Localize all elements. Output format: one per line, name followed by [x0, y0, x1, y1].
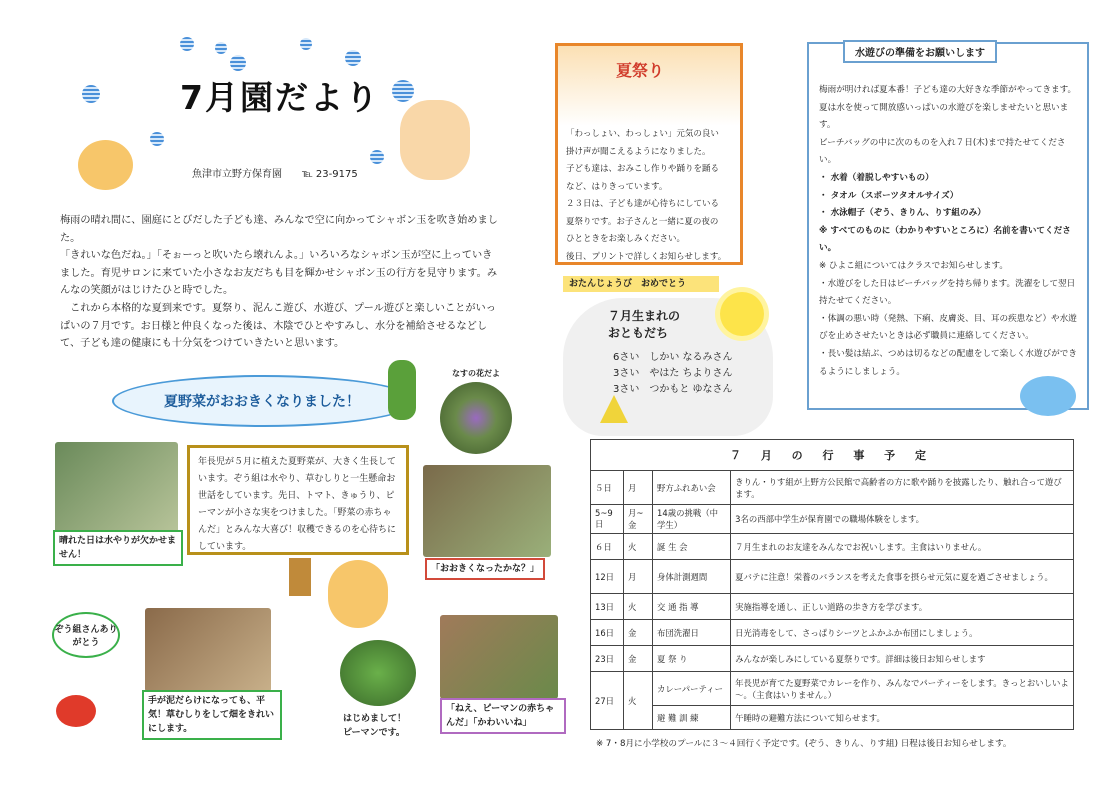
table-row [591, 505, 1074, 534]
intro-paragraph: これから本格的な夏到来です。夏祭り、泥んこ遊び、水遊び、プール遊びと楽しいことがいっぱいの７月です。お日様と仲良くなった後は、木陰でひとやすみし、水分を補給させるなどして、子ども達の健康にも十分気をつけていきたいと思います。 [60, 302, 496, 350]
festival-title: 夏祭り [616, 61, 665, 80]
cell-day: 金 [624, 646, 653, 672]
caption-pepper-kids: 「ねえ、ピーマンの赤ちゃんだ」「かわいいね」 [440, 698, 566, 734]
garden-photo [423, 465, 551, 557]
cell-detail: みんなが楽しみにしている夏祭りです。詳細は後日お知らせします [731, 646, 1074, 672]
cell-day: 火 [624, 534, 653, 560]
cell-date: 16日 [591, 620, 624, 646]
water-play-note: ・体調の悪い時（発熱、下痢、皮膚炎、目、耳の疾患など）や水遊びを止めさせたいときは必ず職員に連絡してください。 [819, 313, 1077, 342]
pepper-kids-photo [440, 615, 558, 699]
festival-body [558, 126, 740, 266]
decor-dot [180, 37, 194, 51]
cell-date: 13日 [591, 594, 624, 620]
decor-dot [150, 132, 164, 146]
water-play-text: ビーチバッグの中に次のものを入れ７日(木)まで持たせてください。 [819, 137, 1066, 166]
schedule-table [590, 439, 1074, 730]
birthday-banner: おたんじょうび おめでとう [563, 276, 719, 292]
cell-event: 身体計測週間 [653, 560, 731, 594]
table-row [591, 672, 1074, 706]
decor-dot [230, 55, 246, 71]
cell-day: 火 [624, 672, 653, 730]
decor-dot [215, 42, 227, 54]
farmer-kid-illustration [328, 560, 388, 628]
cell-day: 月 [624, 471, 653, 505]
water-play-note: ※ ひよこ組についてはクラスでお知らせします。 [819, 260, 1009, 271]
thanks-bubble: ぞう組さんありがとう [52, 612, 120, 658]
festival-line: 後日、プリントで詳しくお知らせします。 [566, 251, 727, 262]
cell-detail: 夏バテに注意！栄養のバランスを考えた食事を摂らせ元気に夏を過ごさせましょう。 [731, 560, 1074, 594]
water-play-note: ・水遊びをした日はビーチバッグを持ち帰ります。洗濯をして翌日持たせてください。 [819, 278, 1076, 307]
cell-detail: 実施指導を通し、正しい道路の歩き方を学びます。 [731, 594, 1074, 620]
caption-watering: 晴れた日は水やりが欠かせません！ [53, 530, 183, 566]
caption-pepper: はじめまして！ピーマンです。 [343, 714, 407, 738]
cell-event: 交 通 指 導 [653, 594, 731, 620]
kids-illustration [400, 100, 470, 180]
schedule-title: ７ 月 の 行 事 予 定 [591, 440, 1074, 471]
intro-paragraph: 「きれいな色だね。」「そぉーっと吹いたら壊れんよ。」いろいろなシャボン玉が空に上っていきました。育児サロンに来ていた小さなお友だちも目を輝かせシャボン玉の行方を見守ります。みんなの笑顔がはじけたひと時でした。 [60, 250, 498, 297]
table-row [591, 560, 1074, 594]
cell-date: ６日 [591, 534, 624, 560]
cell-date: 12日 [591, 560, 624, 594]
table-row [591, 646, 1074, 672]
decor-dot [345, 50, 361, 66]
cell-event: 14歳の挑戦（中学生） [653, 505, 731, 534]
cell-detail: きりん・りす組が上野方公民館で高齢者の方に歌や踊りを披露したり、触れ合って遊びます。 [731, 471, 1074, 505]
birthday-list: 6さい しかい なるみさん 3さい やはた ちよりさん 3さい つかもと ゆなさん [613, 352, 733, 395]
decor-dot [300, 38, 312, 50]
cell-date: 27日 [591, 672, 624, 730]
weeding-photo [145, 608, 271, 692]
school-info: 魚津市立野方保育園 ℡ 23-9175 [192, 169, 358, 180]
cell-date: ５日 [591, 471, 624, 505]
cat-illustration [78, 140, 133, 190]
water-play-item: ・ 水泳帽子（ぞう、きりん、りす組のみ） [819, 208, 986, 219]
water-play-heading: 水遊びの準備をお願いします [843, 40, 997, 63]
water-play-text: 梅雨が明ければ夏本番！子ども達の大好きな季節がやってきます。夏は水を使って開放感いっぱいの水遊びを楽しませたいと思います。 [819, 85, 1077, 131]
schedule-footnote: ※ 7・8月に小学校のプールに３～４回行く予定です。(ぞう、きりん、りす組) 日程は後日お知らせします。 [596, 739, 1012, 749]
cell-day: 月 [624, 560, 653, 594]
festival-line: ひとときをお楽しみください。 [566, 234, 686, 244]
watering-photo [55, 442, 178, 534]
cell-day: 火 [624, 594, 653, 620]
sign-post [289, 558, 311, 596]
tomato-icon [56, 695, 96, 727]
cell-date: 5~9日 [591, 505, 624, 534]
table-row [591, 471, 1074, 505]
veg-note: 年長児が５月に植えた夏野菜が、大きく生長しています。ぞう組は水やり、草むしりと一生懸命お世話をしています。先日、トマト、きゅうり、ピーマンが小さな実をつけました。「野菜の赤ちゃんだ」とみんな大喜び！収穫できるのを心待ちにしています。 [187, 445, 409, 555]
page-title: 7月園だより [180, 78, 380, 117]
veg-mascot [388, 360, 416, 420]
water-play-note: ・長い髪は結ぶ、つめは切るなどの配慮をして楽しく水遊びができるようにしましょう。 [819, 348, 1077, 377]
cell-event: 誕 生 会 [653, 534, 731, 560]
festival-line: など、はりきっています。 [566, 181, 668, 192]
nasu-label: なすの花だよ [452, 369, 500, 378]
summer-festival-box [555, 43, 743, 265]
water-play-body [819, 82, 1077, 381]
cell-event: 野方ふれあい会 [653, 471, 731, 505]
sun-icon [720, 292, 764, 336]
table-row [591, 594, 1074, 620]
cell-event: 夏 祭 り [653, 646, 731, 672]
cell-event: 布団洗濯日 [653, 620, 731, 646]
festival-header [558, 46, 740, 126]
cell-day: 金 [624, 620, 653, 646]
cell-date: 23日 [591, 646, 624, 672]
cell-event: カレーパーティー [653, 672, 731, 706]
decor-dot [392, 80, 414, 102]
caption-weeding: 手が泥だらけになっても、平気！草むしりをして畑をきれいにします。 [142, 690, 282, 740]
intro-text [60, 212, 500, 353]
festival-line: 子ども達は、おみこし作りや踊りを踊る [566, 164, 720, 174]
veg-banner: 夏野菜がおおきくなりました！ [112, 375, 416, 427]
table-row [591, 534, 1074, 560]
table-row [591, 706, 1074, 730]
water-play-item: ※ すべてのものに（わかりやすいところに）名前を書いてください。 [819, 225, 1071, 254]
intro-paragraph: 梅雨の晴れ間に、園庭にとびだした子ども達、みんなで空に向かってシャボン玉を吹き始めました。 [60, 215, 498, 244]
cell-detail: 午睡時の避難方法について知らせます。 [731, 706, 1074, 730]
cell-detail: 日光消毒をして、さっぱりシーツとふかふか布団にしましょう。 [731, 620, 1074, 646]
cell-detail: 3名の西部中学生が保育園での職場体験をします。 [731, 505, 1074, 534]
cell-event: 避 難 訓 練 [653, 706, 731, 730]
festival-line: ２３日は、子ども達が心待ちにしている [566, 199, 720, 209]
cell-detail: 年長児が育てた夏野菜でカレーを作り、みんなでパーティーをします。きっとおいしいよ～。（主食はいりません。） [731, 672, 1074, 706]
decor-dot [82, 85, 100, 103]
pepper-photo [340, 640, 416, 706]
water-play-box [807, 42, 1089, 410]
eggplant-flower-photo [440, 382, 512, 454]
cell-day: 月~金 [624, 505, 653, 534]
festival-line: 「わっしょい、わっしょい」元気の良い [566, 129, 719, 139]
sailboat-icon [600, 395, 628, 423]
birthday-title: ７月生まれの おともだち [608, 309, 681, 340]
water-play-item: ・ タオル（スポーツタオルサイズ） [819, 190, 959, 201]
table-row [591, 620, 1074, 646]
festival-line: 夏祭りです。お子さんと一緒に夏の夜の [566, 216, 719, 227]
decor-dot [370, 150, 384, 164]
festival-line: 掛け声が聞こえるようになりました。 [566, 146, 711, 157]
caption-garden: 「おおきくなったかな？」 [425, 558, 545, 580]
pool-bear-illustration [1020, 376, 1076, 416]
cell-detail: ７月生まれのお友達をみんなでお祝いします。主食はいりません。 [731, 534, 1074, 560]
water-play-item: ・ 水着（着脱しやすいもの） [819, 172, 934, 183]
